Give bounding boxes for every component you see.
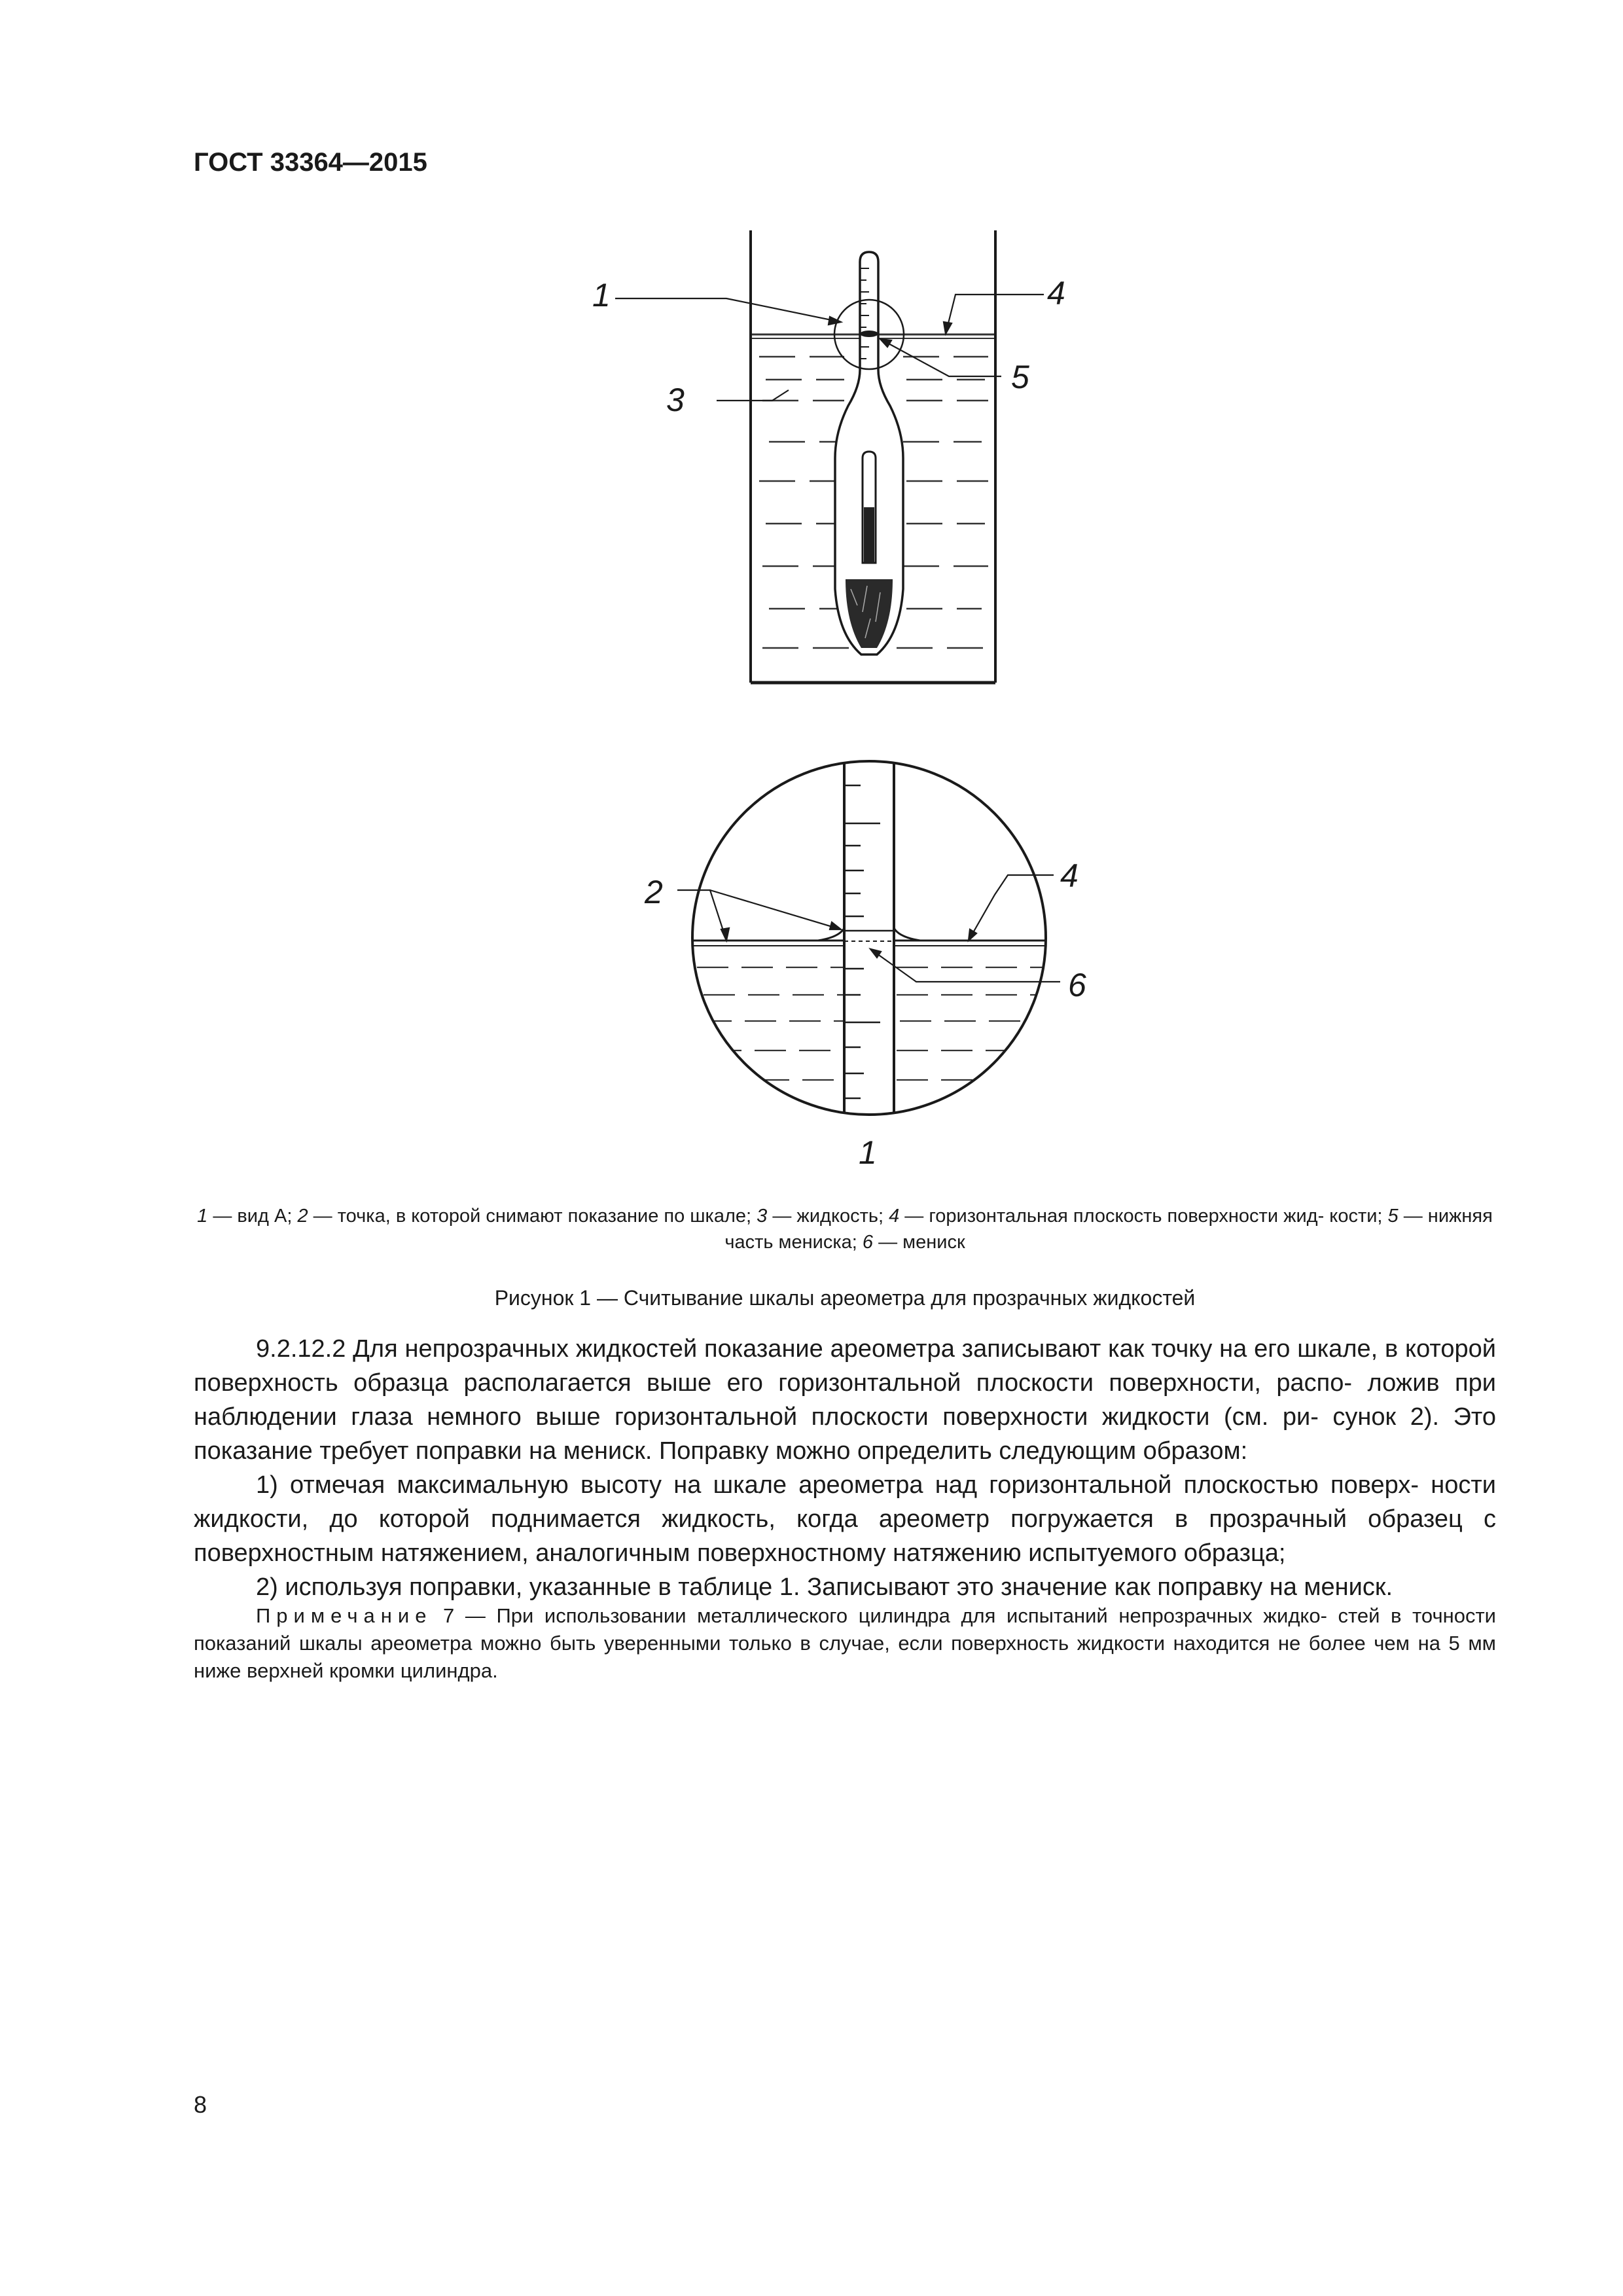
- callout-4-lower: 4: [1060, 857, 1079, 894]
- callout-2: 2: [645, 874, 663, 910]
- callout-5: 5: [1011, 359, 1029, 395]
- figure-caption: Рисунок 1 — Считывание шкалы ареометра для прозрачных жидкостей: [494, 1286, 1196, 1310]
- hydrometer: [835, 252, 903, 655]
- detail-view-label: 1: [859, 1134, 877, 1171]
- callout-1: 1: [592, 277, 611, 314]
- note-7: [194, 1602, 1496, 1685]
- page-number: 8: [194, 2091, 207, 2118]
- list-item-2: 2) используя поправки, указанные в таблице 1. Записывают это значение как поправку на мениск.: [256, 1573, 1393, 1601]
- note-label: Примечание: [256, 1604, 433, 1627]
- paragraph-9-2-12-2: 9.2.12.2 Для непрозрачных жидкостей показание ареометра записывают как точку на его шкале, в которой поверхность образца располагается выше его горизонтальной плоскости поверхности, распо- ложив при наблюдении глаза немного выше горизонтальной плоскости поверхности жидкости (см. ри- сунок 2). Это показание требует поправки на мениск. Поправку можно определить следующим образом:: [194, 1335, 1496, 1465]
- body-text: [194, 1332, 1496, 1604]
- figure-legend: 1 — вид А; 2 — точка, в которой снимают показание по шкале; 3 — жидкость; 4 — горизонтальная плоскость поверхности жид- кости; 5 — нижняя часть мениска; 6 — мениск: [197, 1206, 1493, 1253]
- callout-4-upper: 4: [1047, 275, 1065, 312]
- note-text: 7 — При использовании металлического цилиндра для испытаний непрозрачных жидко- стей в точности показаний шкалы ареометра можно быть уверенными только в случае, если поверхность жидкости находится не более чем на 5 мм ниже верхней кромки цилиндра.: [194, 1604, 1496, 1682]
- list-item-1: 1) отмечая максимальную высоту на шкале ареометра над горизонтальной плоскостью поверх- ности жидкости, до которой поднимается жидкость, когда ареометр погружается в прозрачный образец с поверхностным натяжением, аналогичным поверхностному натяжению испытуемого образца;: [194, 1471, 1496, 1567]
- document-header: ГОСТ 33364—2015: [194, 148, 427, 177]
- callout-6: 6: [1068, 967, 1086, 1003]
- callout-3: 3: [666, 382, 685, 418]
